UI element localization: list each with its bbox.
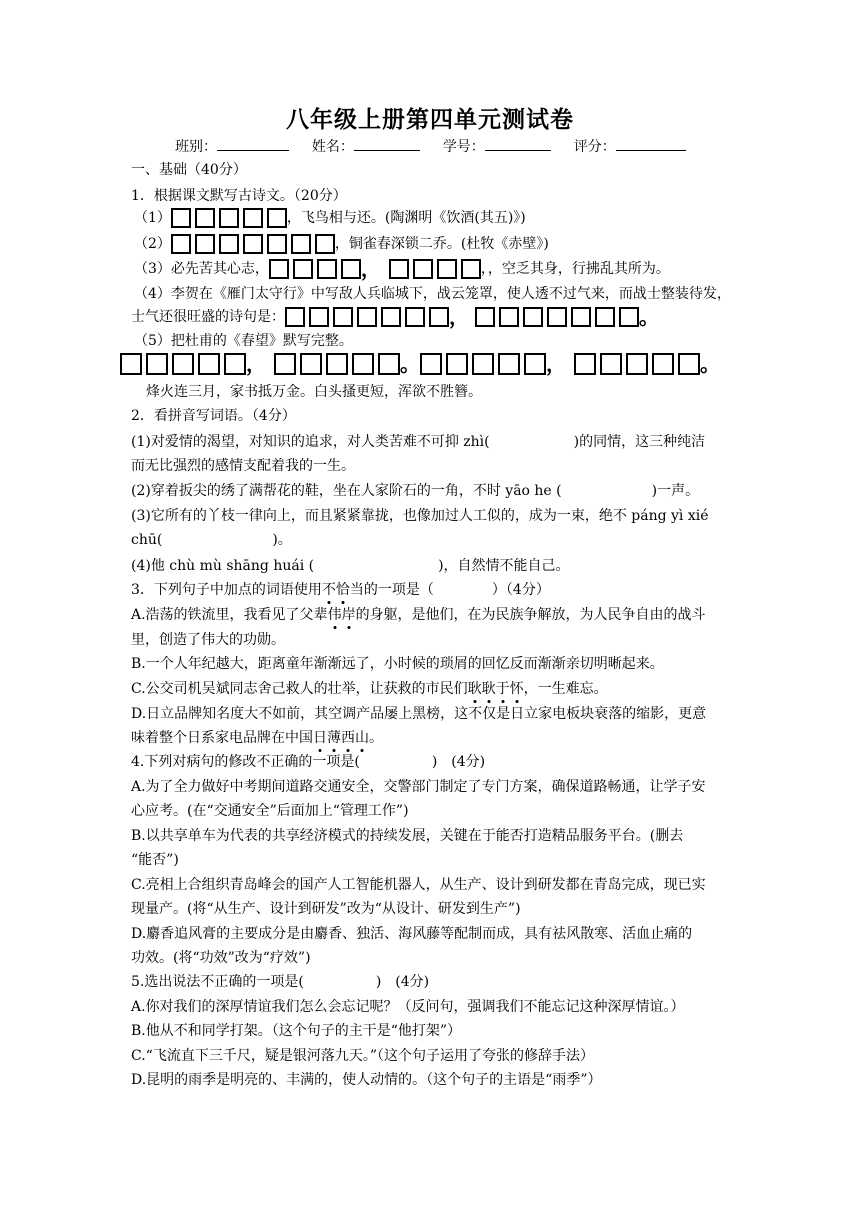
- stem-text: 4.下列对病句的修改不正确的一项是(: [131, 754, 360, 770]
- item-text: ，飞鸟相与还。(陶渊明《饮酒(其五)》): [286, 210, 526, 226]
- answer-boxes[interactable]: [120, 353, 246, 375]
- q3-option-d[interactable]: D.日立品牌知名度大不如前，其空调产品屡上黑榜，这不仅是日立家电板块衰落的缩影，更意: [131, 706, 707, 722]
- item-text: )。: [272, 532, 292, 548]
- q1-item5-given: 烽火连三月，家书抵万金。白头搔更短，浑欲不胜簪。: [146, 384, 482, 400]
- q2-item4: [131, 556, 570, 576]
- q4-stem: [131, 752, 485, 772]
- dotted-char: 不: [321, 582, 336, 598]
- dotted-char: 日: [313, 730, 327, 746]
- item-text: ，，空乏其身，行拂乱其所为。: [480, 261, 670, 277]
- item-text: )的同情，这三种纯洁: [573, 434, 706, 450]
- item-text: (2)穿着扳尖的绣了满帮花的鞋，坐在人家阶石的一角，不时 yāo he (: [131, 483, 562, 499]
- q4-option-a-cont: 心应考。(在“交通安全”后面加上“管理工作”): [131, 803, 409, 819]
- item-text: （3）必先苦其心志，: [134, 261, 269, 277]
- dotted-char: 岸: [341, 607, 356, 623]
- stem-text: ) (4分): [375, 974, 430, 990]
- q4-option-c[interactable]: C.亮相上合组织青岛峰会的国产人工智能机器人，从生产、设计到研发都在青岛完成，现已实: [131, 877, 706, 893]
- q3-option-a-cont: 里，创造了伟大的功勋。: [131, 632, 285, 648]
- q2-item1-cont: 而无比强烈的感情支配着我的一生。: [131, 458, 355, 474]
- q4-option-b-cont: “能否”): [131, 852, 179, 868]
- q2-item1: [131, 432, 705, 452]
- q2-item3-cont: [131, 530, 292, 550]
- dotted-char: 伟: [327, 607, 342, 623]
- page-title: 八年级上册第四单元测试卷: [286, 106, 574, 133]
- answer-boxes[interactable]: [171, 208, 287, 228]
- q1-item2: [134, 233, 549, 255]
- dotted-char: 西: [341, 730, 355, 746]
- q5-option-b[interactable]: B.他从不和同学打架。（这个句子的主干是“他打架”）: [131, 1023, 462, 1039]
- q3-option-a[interactable]: [131, 605, 706, 625]
- score-blank[interactable]: [616, 136, 686, 151]
- q1-item4-line2: [131, 306, 659, 328]
- q4-option-b[interactable]: B.以共享单车为代表的共享经济模式的持续发展，关键在于能否打造精品服务平台。(删去: [131, 828, 684, 844]
- q5-option-a[interactable]: A.你对我们的深厚情谊我们怎么会忘记呢？（反问句，强调我们不能忘记这种深厚情谊。）: [131, 999, 685, 1015]
- answer-boxes[interactable]: [389, 259, 481, 279]
- dotted-char: 耿: [467, 681, 482, 697]
- q5-stem: [131, 972, 429, 992]
- score-label: 评分：: [573, 139, 616, 155]
- dotted-char: 耿: [481, 681, 496, 697]
- class-label: 班别：: [175, 139, 217, 155]
- number-blank[interactable]: [485, 136, 551, 151]
- stem-text: 5.选出说法不正确的一项是(: [131, 974, 304, 990]
- class-blank[interactable]: [217, 136, 289, 151]
- answer-boxes[interactable]: [274, 353, 400, 375]
- option-text: 味着整个日系家电品牌在中国: [131, 730, 313, 746]
- answer-boxes[interactable]: [269, 259, 361, 279]
- q1-item5: （5）把杜甫的《春望》默写完整。: [134, 333, 353, 349]
- q4-option-c-cont: 现量产。(将“从生产、设计到研发”改为“从设计、研发到生产”): [131, 901, 521, 917]
- item-number: （2）: [134, 236, 171, 252]
- option-text: ，一生难忘。: [523, 681, 608, 697]
- option-text: A.浩荡的铁流里，我看见了父辈: [131, 607, 328, 623]
- stem-text: ) (4分): [431, 754, 486, 770]
- answer-boxes[interactable]: [420, 353, 546, 375]
- answer-boxes[interactable]: [475, 307, 639, 327]
- option-text: 。: [369, 730, 383, 746]
- student-info-row: [175, 136, 686, 157]
- answer-boxes[interactable]: [171, 234, 335, 254]
- name-blank[interactable]: [354, 136, 420, 151]
- q3-option-d-cont: [131, 728, 383, 748]
- q5-option-c[interactable]: C.“飞流直下三千尺，疑是银河落九天。”（这个句子运用了夸张的修辞手法）: [131, 1048, 594, 1064]
- option-text: 的身躯，是他们，在为民族争解放，为人民争自由的战斗: [355, 607, 706, 623]
- dotted-char: 恰: [335, 582, 350, 598]
- q2-stem: 2．看拼音写词语。（4分）: [131, 408, 296, 424]
- stem-text: ）（4分）: [491, 582, 550, 598]
- item-text: )一声。: [651, 483, 700, 499]
- answer-boxes[interactable]: [574, 353, 700, 375]
- item-number: （1）: [134, 210, 171, 226]
- comma: ，: [449, 305, 469, 329]
- section-heading: 一、基础（40分）: [131, 162, 247, 178]
- q4-option-d[interactable]: D.麝香追风膏的主要成分是由麝香、独活、海风藤等配制而成，具有祛风散寒、活血止痛的: [131, 926, 693, 942]
- item-text: )，自然情不能自己。: [438, 558, 570, 574]
- dotted-char: 于: [495, 681, 510, 697]
- q3-option-c[interactable]: [131, 679, 608, 699]
- q4-option-a[interactable]: A.为了全力做好中考期间道路交通安全，交警部门制定了专门方案，确保道路畅通，让学子安: [131, 779, 706, 795]
- q1-item5-boxes: [120, 352, 720, 376]
- q3-stem: [131, 580, 550, 600]
- option-text: C.公交司机吴斌同志舍己救人的壮举，让获救的市民们: [131, 681, 468, 697]
- period: 。: [400, 352, 420, 376]
- q5-option-d[interactable]: D.昆明的雨季是明亮的、丰满的，使人动情的。（这个句子的主语是“雨季”）: [131, 1072, 602, 1088]
- q2-item3: (3)它所有的丫枝一律向上，而且紧紧靠拢，也像加过人工似的，成为一束，绝不 páng yì xié: [131, 508, 709, 524]
- answer-boxes[interactable]: [285, 307, 449, 327]
- item-text: 士气还很旺盛的诗句是：: [131, 309, 285, 325]
- comma: ，: [246, 352, 266, 376]
- item-text: ，铜雀春深锁二乔。(杜牧《赤壁》): [334, 236, 549, 252]
- q1-stem: 1．根据课文默写古诗文。（20分）: [131, 188, 347, 204]
- name-label: 姓名：: [311, 139, 354, 155]
- q1-item1: [134, 207, 526, 229]
- q4-option-d-cont: 功效。(将“功效”改为“疗效”): [131, 950, 311, 966]
- period: 。: [639, 305, 659, 329]
- dotted-char: 山: [355, 730, 369, 746]
- number-label: 学号：: [442, 139, 485, 155]
- item-text: (1)对爱情的渴望，对知识的追求，对人类苦难不可抑 zhì(: [131, 434, 490, 450]
- q1-item4-line1: （4）李贺在《雁门太守行》中写敌人兵临城下，战云笼罩，使人透不过气来，而战士整装待发，: [134, 286, 731, 302]
- q1-item3: [134, 258, 670, 280]
- comma: ，: [546, 352, 566, 376]
- dotted-char: 薄: [327, 730, 341, 746]
- q2-item2: [131, 481, 699, 501]
- dotted-char: 怀: [509, 681, 524, 697]
- stem-text: 3．下列句子中加点的词语使用: [131, 582, 322, 598]
- stem-text: 当的一项是（: [349, 582, 434, 598]
- item-text: (4)他 chù mù shāng huái (: [131, 558, 315, 574]
- q3-option-b[interactable]: B.一个人年纪越大，距离童年渐渐远了，小时候的琐屑的回忆反而渐渐亲切明晰起来。: [131, 656, 664, 672]
- item-text: chū(: [131, 532, 163, 548]
- comma: ，: [360, 257, 381, 281]
- period: 。: [700, 352, 720, 376]
